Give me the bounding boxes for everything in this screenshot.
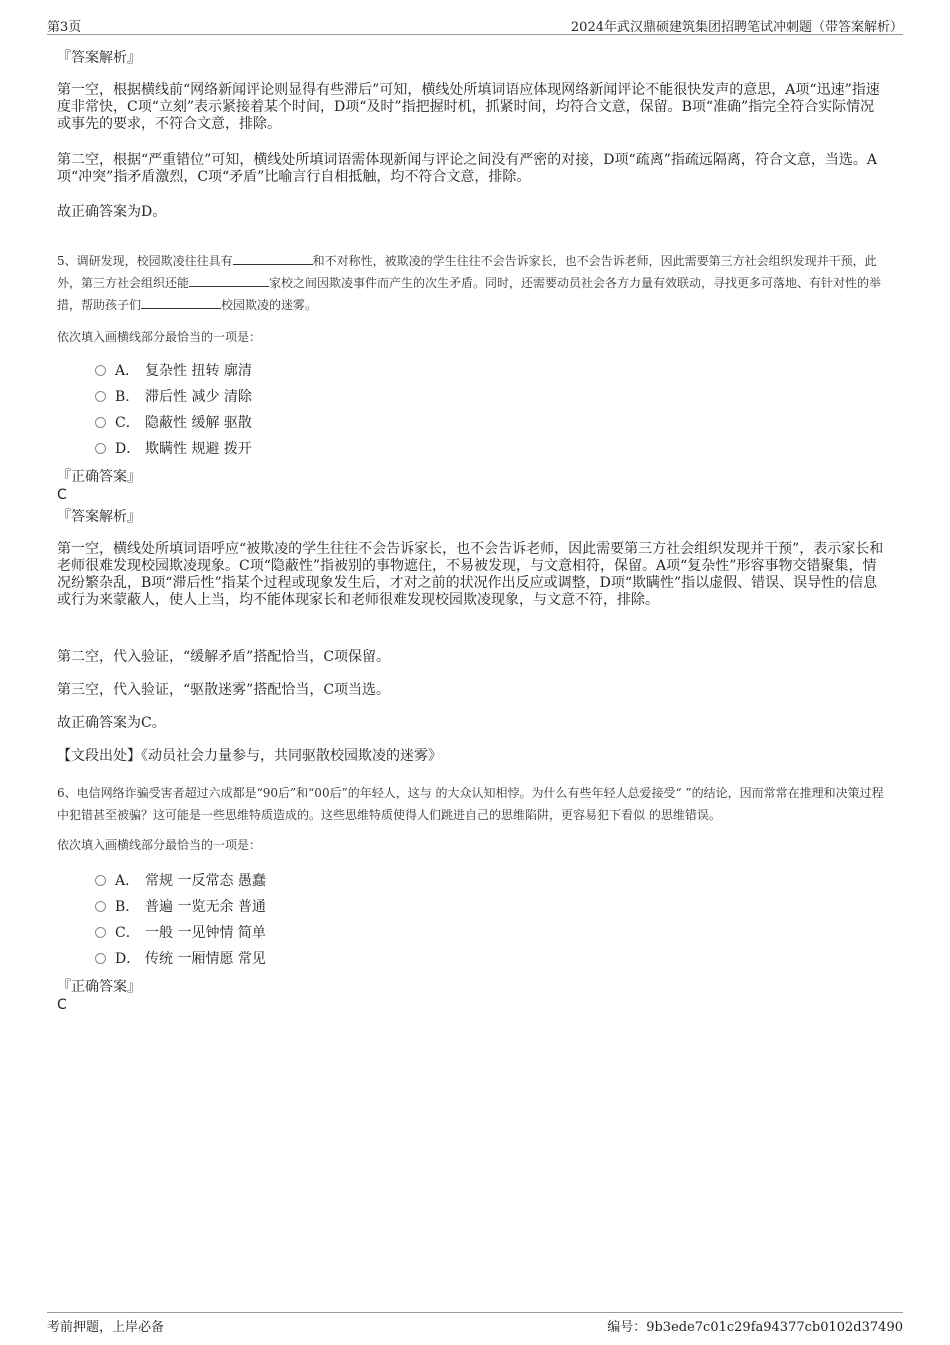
radio-button[interactable] [95, 927, 106, 938]
fill-blank [233, 254, 313, 265]
analysis-label: 『答案解析』 [57, 50, 141, 66]
answer-label: 『正确答案』 [57, 469, 141, 485]
page-header [47, 14, 903, 35]
source-citation: 【文段出处】《动员社会力量参与，共同驱散校园欺凌的迷雾》 [57, 748, 442, 764]
question-prompt: 依次填入画横线部分最恰当的一项是： [57, 330, 262, 344]
fill-blank [141, 298, 221, 309]
radio-button[interactable] [95, 875, 106, 886]
option-b[interactable]: B. 普遍 一览无余 普通 [95, 897, 266, 917]
answer-label: 『正确答案』 [57, 979, 141, 995]
page-number: 第3页 [47, 20, 82, 35]
option-d[interactable]: D． 欺瞒性 规避 拨开 [95, 439, 252, 459]
radio-button[interactable] [95, 901, 106, 912]
answer-conclusion: 故正确答案为C。 [57, 715, 166, 731]
fill-blank [189, 276, 269, 287]
option-a[interactable]: A． 常规 一反常态 愚蠢 [95, 871, 266, 891]
radio-button[interactable] [95, 953, 106, 964]
radio-button[interactable] [95, 365, 106, 376]
analysis-label: 『答案解析』 [57, 509, 141, 525]
question-stem: 6、电信网络诈骗受害者超过六成都是“90后”和“00后”的年轻人，这与 的大众认知相悖。为什么有些年轻人总爱接受“ ”的结论，因而常常在推理和决策过程中犯错甚至被骗？这可能是一些思维特质造成的。这些思维特质使得人们跳进自己的思维陷阱，更容易犯下看似 的思维错误。 [57, 786, 884, 822]
radio-button[interactable] [95, 417, 106, 428]
document-title: 2024年武汉鼎硕建筑集团招聘笔试冲刺题（带答案解析） [570, 20, 903, 35]
analysis-paragraph: 第二空，代入验证，“缓解矛盾”搭配恰当，C项保留。 [57, 649, 391, 665]
question-prompt: 依次填入画横线部分最恰当的一项是： [57, 838, 262, 852]
answer-conclusion: 故正确答案为D。 [57, 204, 167, 220]
option-b[interactable]: B. 滞后性 减少 清除 [95, 387, 252, 407]
radio-button[interactable] [95, 391, 106, 402]
option-d[interactable]: D． 传统 一厢情愿 常见 [95, 949, 266, 969]
analysis-paragraph: 第二空，根据“严重错位”可知，横线处所填词语需体现新闻与评论之间没有严密的对接，D项“疏离”指疏远隔离，符合文意，当选。A项“冲突”指矛盾激烈，C项“矛盾”比喻言行自相抵触，均不符合文意，排除。 [57, 152, 877, 185]
correct-answer: C [57, 487, 67, 503]
correct-answer: C [57, 997, 67, 1013]
option-c[interactable]: C． 隐蔽性 缓解 驱散 [95, 413, 252, 433]
analysis-paragraph: 第三空，代入验证，“驱散迷雾”搭配恰当，C项当选。 [57, 682, 391, 698]
page-footer [47, 1312, 903, 1335]
footer-slogan: 考前押题，上岸必备 [47, 1320, 165, 1335]
option-c[interactable]: C． 一般 一见钟情 简单 [95, 923, 266, 943]
analysis-paragraph: 第一空，横线处所填词语呼应“被欺凌的学生往往不会告诉家长，也不会告诉老师，因此需要第三方社会组织发现并干预”，表示家长和老师很难发现校园欺凌现象。C项“隐蔽性”指被别的事物遮住，不易被发现，与文意相符，保留。A项“复杂性”形容事物交错聚集，情况纷繁杂乱，B项“滞后性”指某个过程或现象发生后，才对之前的状况作出反应或调整，D项“欺瞒性”指以虚假、错误、误导性的信息或行为来蒙蔽人，使人上当，均不能体现家长和老师很难发现校园欺凌现象，与文意不符，排除。 [57, 541, 884, 608]
analysis-paragraph: 第一空，根据横线前“网络新闻评论则显得有些滞后”可知，横线处所填词语应体现网络新闻评论不能很快发声的意思，A项“迅速”指速度非常快，C项“立刻”表示紧接着某个时间，D项“及时”指把握时机，抓紧时间，均符合文意，保留。B项“准确”指完全符合实际情况或事先的要求，不符合文意，排除。 [57, 82, 880, 132]
option-a[interactable]: A． 复杂性 扭转 廓清 [95, 361, 252, 381]
document-code: 编号：9b3ede7c01c29fa94377cb0102d37490 [607, 1320, 903, 1335]
question-stem: 5、调研发现，校园欺凌往往具有 和不对称性，被欺凌的学生往往不会告诉家长，也不会告诉老师，因此需要第三方社会组织发现并干预，此外，第三方社会组织还能 家校之间因欺凌事件而产生的次生矛盾。同时，还需要动员社会各方力量有效联动，寻找更多可落地、有针对性的举措，帮助孩子们 校园欺凌的迷雾。 [57, 254, 882, 312]
radio-button[interactable] [95, 443, 106, 454]
